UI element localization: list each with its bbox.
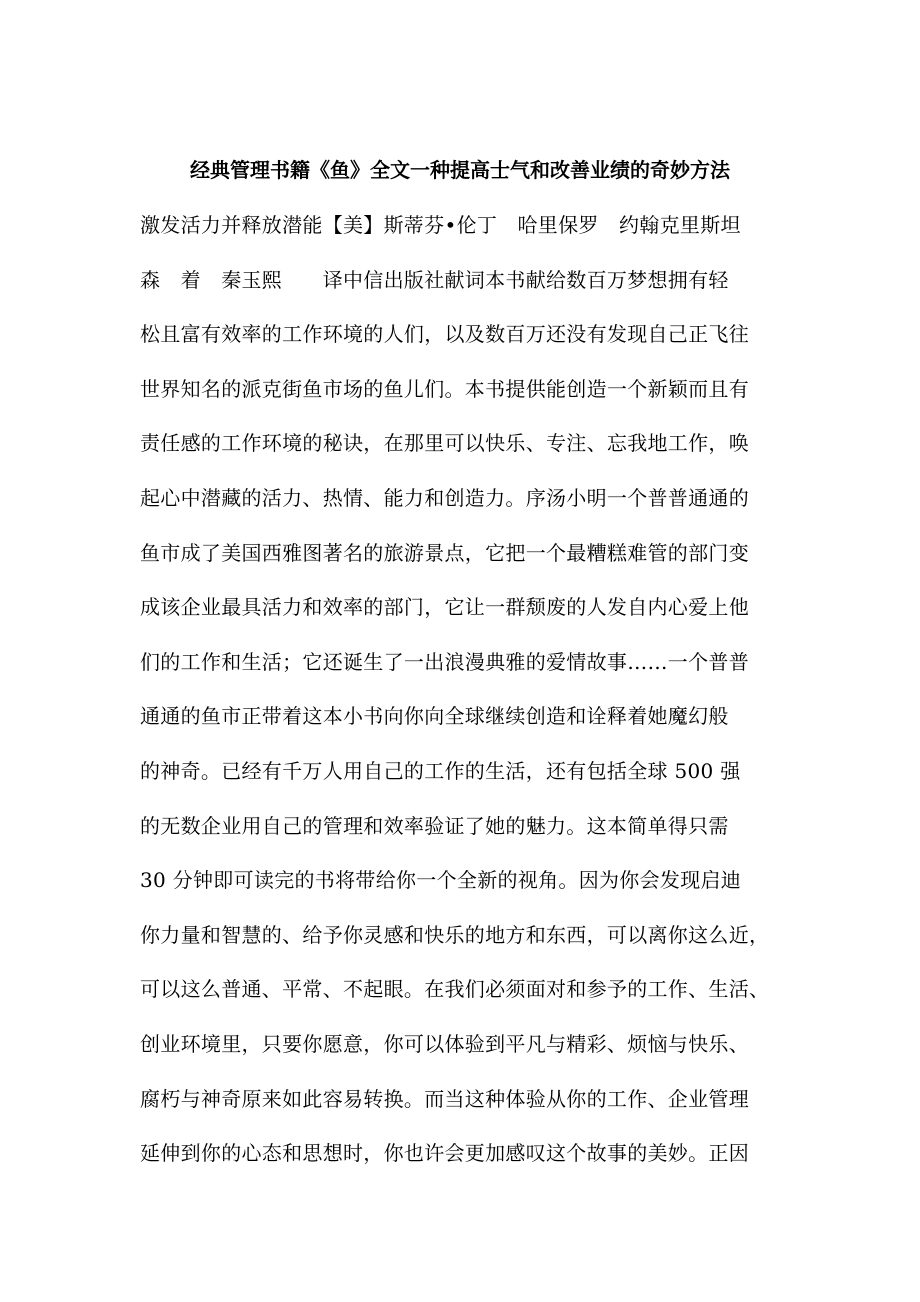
text-line: 激发活力并释放潜能【美】斯蒂芬•伦丁 哈里保罗 约翰克里斯坦 [140, 213, 741, 237]
text-line: 你力量和智慧的、给予你灵感和快乐的地方和东西，可以离你这么近， [140, 922, 770, 947]
text-line: 起心中潜藏的活力、热情、能力和创造力。序汤小明一个普普通通的 [140, 485, 749, 510]
text-line: 们的工作和生活；它还诞生了一出浪漫典雅的爱情故事……一个普普 [140, 649, 749, 674]
document-title: 经典管理书籍《鱼》全文一种提高士气和改善业绩的奇妙方法 [190, 158, 730, 182]
text-line: 通通的鱼市正带着这本小书向你向全球继续创造和诠释着她魔幻般 [140, 704, 729, 729]
text-line: 延伸到你的心态和思想时，你也许会更加感叹这个故事的美妙。正因 [140, 1141, 749, 1166]
text-line: 的无数企业用自己的管理和效率验证了她的魅力。这本简单得只需 [140, 813, 729, 838]
text-line: 松且富有效率的工作环境的人们，以及数百万还没有发现自己正飞往 [140, 322, 749, 347]
text-line: 创业环境里，只要你愿意，你可以体验到平凡与精彩、烦恼与快乐、 [140, 1031, 749, 1056]
document-body [140, 204, 790, 1187]
text-line: 世界知名的派克街鱼市场的鱼儿们。本书提供能创造一个新颖而且有 [140, 376, 749, 401]
text-line: 森 着 秦玉熙 译中信出版社献词本书献给数百万梦想拥有轻 [140, 267, 729, 292]
text-line: 责任感的工作环境的秘诀，在那里可以快乐、专注、忘我地工作，唤 [140, 431, 749, 456]
text-line: 鱼市成了美国西雅图著名的旅游景点，它把一个最糟糕难管的部门变 [140, 540, 749, 565]
text-line: 成该企业最具活力和效率的部门，它让一群颓废的人发自内心爱上他 [140, 595, 749, 620]
text-line: 30 分钟即可读完的书将带给你一个全新的视角。因为你会发现启迪 [140, 868, 742, 893]
text-line: 可以这么普通、平常、不起眼。在我们必须面对和参予的工作、生活、 [140, 977, 770, 1002]
text-line: 的神奇。已经有千万人用自己的工作的生活，还有包括全球 500 强 [140, 758, 741, 783]
text-line: 腐朽与神奇原来如此容易转换。而当这种体验从你的工作、企业管理 [140, 1086, 749, 1111]
